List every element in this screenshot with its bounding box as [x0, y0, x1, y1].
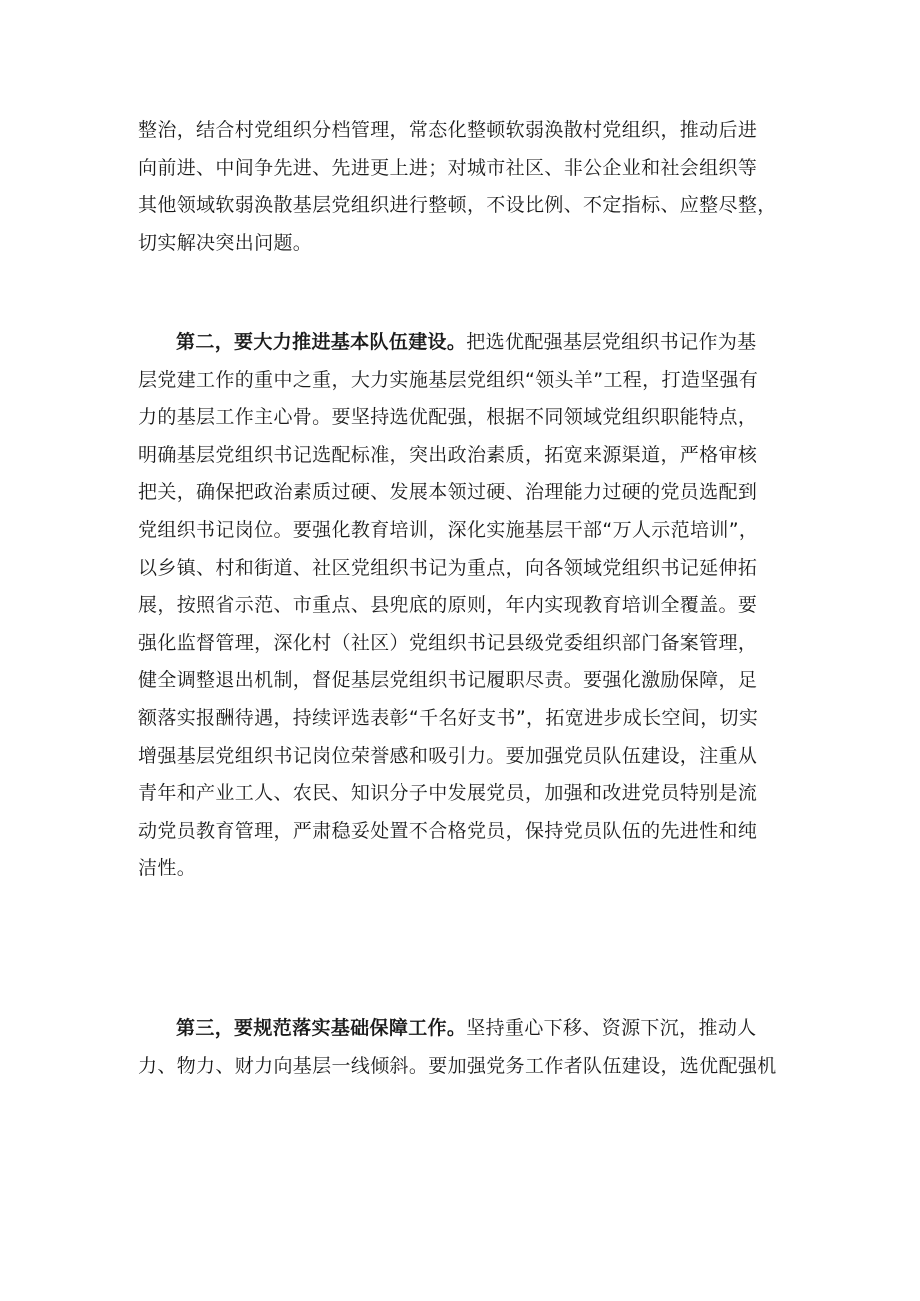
- text-line: 展，按照省示范、市重点、县兜底的原则，年内实现教育培训全覆盖。要: [138, 594, 758, 617]
- text-line: 强化监督管理，深化村（社区）党组织书记县级党委组织部门备案管理，: [138, 631, 758, 654]
- text-line: 党组织书记岗位。要强化教育培训，深化实施基层干部“万人示范培训”，: [138, 518, 759, 541]
- text-line: 力、物力、财力向基层一线倾斜。要加强党务工作者队伍建设，选优配强机: [138, 1054, 777, 1077]
- text-run: 坚持重心下移、资源下沉，推动人: [466, 1017, 757, 1039]
- text-line: 力的基层工作主心骨。要坚持选优配强，根据不同领域党组织职能特点，: [138, 406, 758, 429]
- text-line: 动党员教育管理，严肃稳妥处置不合格党员，保持党员队伍的先进性和纯: [138, 819, 758, 842]
- text-line-first: [138, 1010, 798, 1048]
- text-line: 健全调整退出机制，督促基层党组织书记履职尽责。要强化激励保障，足: [138, 669, 758, 692]
- text-line: 增强基层党组织书记岗位荣誉感和吸引力。要加强党员队伍建设，注重从: [138, 744, 758, 767]
- text-line: 层党建工作的重中之重，大力实施基层党组织“领头羊”工程，打造坚强有: [138, 368, 759, 391]
- paragraph-lead-heading: 第三，要规范落实基础保障工作。: [176, 1017, 467, 1039]
- text-line: 向前进、中间争先进、先进更上进；对城市社区、非公企业和社会组织等: [138, 156, 758, 179]
- text-line: 其他领域软弱涣散基层党组织进行整顿，不设比例、不定指标、应整尽整，: [138, 194, 777, 217]
- paragraph-2: [138, 324, 798, 888]
- text-line: 切实解决突出问题。: [138, 231, 313, 254]
- text-line: 额落实报酬待遇，持续评选表彰“千名好支书”，拓宽进步成长空间，切实: [138, 706, 759, 729]
- text-line: 整治，结合村党组织分档管理，常态化整顿软弱涣散村党组织，推动后进: [138, 119, 758, 141]
- text-line: 明确基层党组织书记选配标准，突出政治素质，拓宽来源渠道，严格审核: [138, 443, 758, 466]
- paragraph-1: [138, 112, 798, 262]
- text-line: 以乡镇、村和街道、社区党组织书记为重点，向各领域党组织书记延伸拓: [138, 556, 758, 579]
- text-line-first: [138, 324, 798, 362]
- text-line: 洁性。: [138, 857, 197, 880]
- paragraph-lead-heading: 第二，要大力推进基本队伍建设。: [176, 331, 467, 353]
- text-line: 把关，确保把政治素质过硬、发展本领过硬、治理能力过硬的党员选配到: [138, 481, 758, 504]
- paragraph-3: [138, 1010, 798, 1085]
- text-run: 把选优配强基层党组织书记作为基: [466, 331, 757, 353]
- text-line: 青年和产业工人、农民、知识分子中发展党员，加强和改进党员特别是流: [138, 782, 758, 805]
